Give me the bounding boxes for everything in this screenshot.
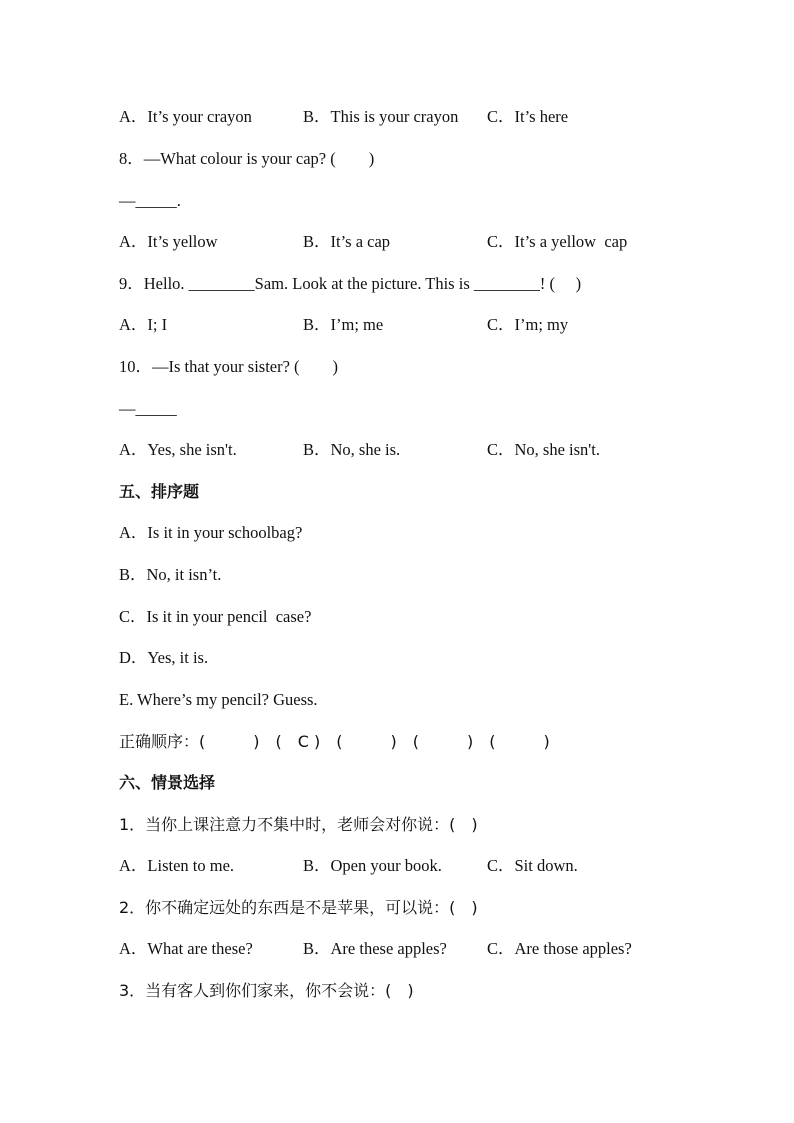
q9-options [119,313,754,337]
section6-q1-options [119,854,754,878]
q8-answer-blank: —_____. [119,191,181,210]
q9-option-c: C．I’m; my [487,315,569,334]
q8-option-a: A．It’s yellow [119,232,218,251]
section6-q1-option-b: B．Open your book. [303,856,442,875]
q7-option-c: C．It’s here [487,107,569,126]
q8-option-b: B．It’s a cap [303,232,391,251]
section6-q1-question: 1．当你上课注意力不集中时，老师会对你说：( ) [119,815,478,834]
q7-options [119,105,754,129]
section6-heading: 六、情景选择 [119,773,216,792]
q8-options [119,230,754,254]
q10-option-b: B．No, she is. [303,440,401,459]
q8-option-c: C．It’s a yellow cap [487,232,628,251]
section5-item-c: C．Is it in your pencil case? [119,607,312,626]
q9-question: 9．Hello. ________Sam. Look at the picture. This is ________! ( ) [119,274,582,293]
q7-option-a: A．It’s your crayon [119,107,252,126]
section5-item-e: E. Where’s my pencil? Guess. [119,690,318,709]
section6-q2-question: 2．你不确定远处的东西是不是苹果，可以说：( ) [119,898,478,917]
q8-question: 8．—What colour is your cap? ( ) [119,149,375,168]
section6-q1-option-a: A．Listen to me. [119,856,235,875]
q7-option-b: B．This is your crayon [303,107,459,126]
q10-option-a: A．Yes, she isn't. [119,440,237,459]
section6-q2-option-b: B．Are these apples? [303,939,447,958]
q10-options [119,438,754,462]
q10-question: 10．—Is that your sister? ( ) [119,357,339,376]
section6-q2-option-a: A．What are these? [119,939,253,958]
section6-q1-option-c: C．Sit down. [487,856,578,875]
q10-answer-blank: —_____ [119,399,177,418]
section5-item-b: B．No, it isn’t. [119,565,222,584]
section6-q2-option-c: C．Are those apples? [487,939,632,958]
q10-option-c: C．No, she isn't. [487,440,600,459]
section5-heading: 五、排序题 [119,482,200,501]
q9-option-a: A．I; I [119,315,168,334]
section6-q2-options [119,937,754,961]
section5-item-a: A．Is it in your schoolbag? [119,523,303,542]
q9-option-b: B．I’m; me [303,315,384,334]
section5-order-answer: 正确顺序：( ) ( C ) ( ) ( ) ( ) [119,732,550,751]
section6-q3-question: 3．当有客人到你们家来，你不会说：( ) [119,981,414,1000]
section5-item-d: D．Yes, it is. [119,648,209,667]
